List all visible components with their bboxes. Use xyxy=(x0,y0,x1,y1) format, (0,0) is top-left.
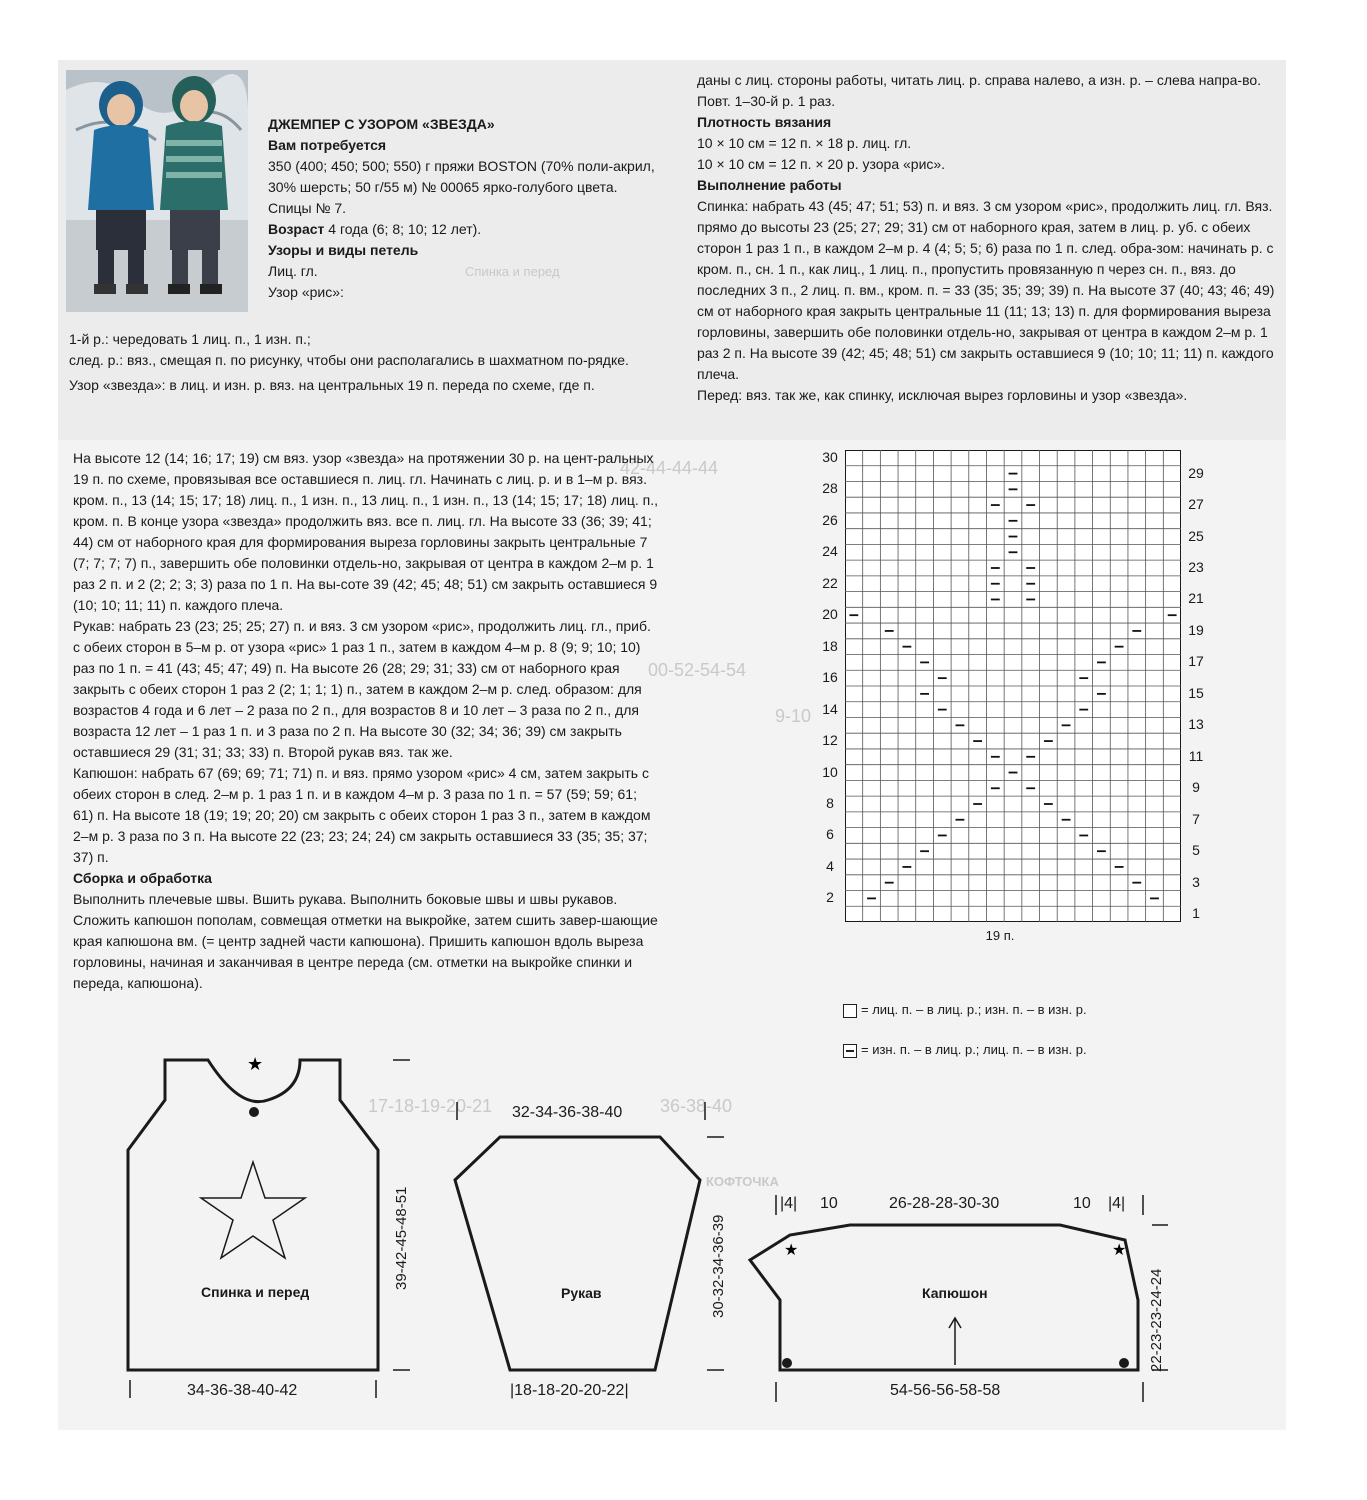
knit-symbol-icon xyxy=(843,1004,857,1018)
page-title: ДЖЕМПЕР С УЗОРОМ «ЗВЕЗДА» xyxy=(268,116,495,132)
chart-row-number: 21 xyxy=(1188,590,1204,607)
legend-knit-text: = лиц. п. – в лиц. р.; изн. п. – в изн. р. xyxy=(861,1002,1087,1017)
body-width-dimension: 34-36-38-40-42 xyxy=(187,1382,298,1399)
chart-row-number: 18 xyxy=(822,637,838,654)
hood-star-marker-left-icon: ★ xyxy=(784,1240,799,1259)
chart-row-number: 10 xyxy=(822,763,838,780)
chart-row-number: 15 xyxy=(1188,684,1204,701)
hood-bottom-dimension: 54-56-56-58-58 xyxy=(890,1382,1001,1399)
star-knitting-chart xyxy=(845,450,1181,922)
density-rice: 10 × 10 см = 12 п. × 20 р. узора «рис». xyxy=(697,156,946,172)
ghost-text: 00-52-54-54 xyxy=(648,660,747,680)
age-label: Возраст xyxy=(268,221,325,237)
chart-row-number: 13 xyxy=(1188,716,1204,733)
body-star-marker-icon: ★ xyxy=(247,1054,264,1075)
pattern-continued: даны с лиц. стороны работы, читать лиц. р. справа налево, а изн. р. – слева напра-во. Повт. 1–30-й р. 1 раз. xyxy=(697,72,1262,109)
hood-top-right-edge: |4| xyxy=(1108,1195,1126,1212)
density-heading: Плотность вязания xyxy=(697,114,832,130)
chart-row-number: 19 xyxy=(1188,621,1204,638)
sleeve-bottom-dimension: |18-18-20-20-22| xyxy=(510,1382,629,1399)
assembly-instructions: Выполнить плечевые швы. Вшить рукава. Выполнить боковые швы и швы рукавов. Сложить капюшон пополам, совмещая отметки на выкройке, затем сшить завер-шающие края капюшона вм. (= центр задней части капюшона). Пришить капюшон вдоль выреза горловины, начиная и заканчивая в центре переда (см. отметки на выкройке спинки и переда, капюшона). xyxy=(73,891,658,991)
chart-row-number: 6 xyxy=(826,826,834,843)
needles-text: Спицы № 7. xyxy=(268,200,347,216)
yarn-text: 350 (400; 450; 500; 550) г пряжи BOSTON (70% поли-акрил, 30% шерсть; 50 г/55 м) № 00065 ярко-голубого цвета. xyxy=(268,158,655,195)
chart-row-number: 3 xyxy=(1192,873,1200,890)
chart-row-number: 24 xyxy=(822,543,838,560)
body-label: Спинка и перед xyxy=(201,1284,310,1300)
star-instructions: На высоте 12 (14; 16; 17; 19) см вяз. узор «звезда» на протяжении 30 р. на цент-ральных 19 п. по схеме, провязывая все оставшиеся п. лиц. гл. Начинать с лиц. р. и в 1–м р. вяз. кром. п., 13 (14; 15; 17; 18) лиц. п., 1 изн. п., 13 лиц. п., 1 изн. п., 13 (14; 15; 17; 18) лиц. п., кром. п. В конце узора «звезда» продолжить вяз. все п. лиц. гл. На высоте 33 (36; 39; 41; 44) см от наборного края для формирования выреза горловины закрыть центральные 7 (7; 7; 7; 7) п., завершить обе половинки отдель-но, закрывая от центра в каждом 2–м р. 1 раз 2 п. и 2 (2; 2; 3; 3) раза по 1 п. На вы-соте 39 (42; 45; 48; 51) см закрыть оставшиеся 9 (10; 10; 11; 11) п. каждого плеча. xyxy=(73,450,658,613)
ghost-text: 17-18-19-20-21 xyxy=(368,1096,493,1116)
sleeve-label: Рукав xyxy=(561,1285,602,1301)
chart-row-number: 23 xyxy=(1188,559,1204,575)
rice-next-rows: след. р.: вяз., смещая п. по рисунку, чтобы они располагались в шахматном по-рядке. xyxy=(69,352,629,368)
body-schematic xyxy=(128,1060,378,1370)
chart-row-number: 7 xyxy=(1192,810,1200,827)
rice-row-1: 1-й р.: чередовать 1 лиц. п., 1 изн. п.; xyxy=(69,331,311,347)
density-stockinette: 10 × 10 см = 12 п. × 18 р. лиц. гл. xyxy=(697,135,912,151)
chart-row-number: 17 xyxy=(1188,653,1204,670)
assembly-heading: Сборка и обработка xyxy=(73,870,212,886)
materials-heading: Вам потребуется xyxy=(268,137,387,153)
body-height-dimension: 39-42-45-48-51 xyxy=(393,1186,410,1290)
age-value: 4 года (6; 8; 10; 12 лет). xyxy=(324,221,482,237)
materials-block xyxy=(268,114,660,303)
age-line xyxy=(268,219,660,240)
sleeve-height-dimension: 30-32-34-36-39 xyxy=(710,1214,727,1318)
chart-row-number: 1 xyxy=(1192,905,1200,922)
chart-row-number: 2 xyxy=(826,889,834,906)
ghost-text: 36-38-40 xyxy=(660,1096,733,1116)
front-instructions: Перед: вяз. так же, как спинку, исключая вырез горловины и узор «звезда». xyxy=(697,387,1188,403)
ghost-text: Спинка и перед xyxy=(465,264,560,279)
chart-row-number: 14 xyxy=(822,700,838,717)
hood-dot-marker-left-icon xyxy=(782,1358,792,1368)
chart-row-number: 11 xyxy=(1188,747,1204,764)
chart-row-number: 16 xyxy=(822,669,838,686)
chart-row-number: 30 xyxy=(822,448,838,465)
stitch-stockinette: Лиц. гл. xyxy=(268,263,318,279)
hood-star-marker-right-icon: ★ xyxy=(1112,1240,1127,1259)
chart-row-number: 27 xyxy=(1188,496,1204,513)
hood-label: Капюшон xyxy=(922,1285,988,1301)
sleeve-schematic xyxy=(455,1137,700,1370)
ghost-text: КОФТОЧКА xyxy=(706,1174,779,1189)
chart-row-number: 12 xyxy=(822,732,838,749)
sleeve-top-dimension: 32-34-36-38-40 xyxy=(512,1104,623,1121)
chart-row-number: 26 xyxy=(822,511,838,528)
hood-top-left-edge: |4| xyxy=(780,1195,798,1212)
legend-knit xyxy=(843,1002,1087,1018)
hood-dot-marker-right-icon xyxy=(1119,1358,1129,1368)
patterns-heading: Узоры и виды петель xyxy=(268,242,419,258)
ghost-text: 42-44-44-44 xyxy=(620,458,719,478)
chart-row-number: 25 xyxy=(1188,527,1204,544)
children-photo xyxy=(66,70,248,312)
legend-purl-text: = изн. п. – в лиц. р.; лиц. п. – в изн. р. xyxy=(861,1042,1087,1057)
chart-row-number: 28 xyxy=(822,480,838,497)
sleeve-instructions: Рукав: набрать 23 (23; 25; 25; 27) п. и вяз. 3 см узором «рис», продолжить лиц. гл., приб. с обеих сторон в 5–м р. от узора «рис» 1 раз 1 п., затем в каждом 4–м р. 8 (9; 9; 10; 10) раз по 1 п. = 41 (43; 45; 47; 49) п. На высоте 26 (28; 29; 31; 33) см от наборного края закрыть с обеих сторон 1 раз 2 (2; 1; 1; 1) п., затем в каждом 2–м р. след. образом: для возрастов 4 года и 6 лет – 2 раза по 2 п., для возрастов 8 и 10 лет – 3 раза по 2 п., для возраста 12 лет – 1 раз 1 п. и 3 раза по 2 п. На высоте 30 (32; 34; 36; 39) см закрыть оставшиеся 29 (31; 31; 33; 33) п. Второй рукав вяз. так же. xyxy=(73,618,651,760)
stitch-rice: Узор «рис»: xyxy=(268,284,344,300)
chart-row-number: 20 xyxy=(822,606,838,623)
body-dot-marker-icon xyxy=(249,1107,259,1117)
hood-height-dimension: 22-23-23-24-24 xyxy=(1148,1268,1165,1372)
hood-top-middle-segment: 26-28-28-30-30 xyxy=(889,1195,1000,1212)
instructions-left-lower xyxy=(73,448,659,994)
back-instructions: Спинка: набрать 43 (45; 47; 51; 53) п. и вяз. 3 см узором «рис», продолжить лиц. гл. Вяз. прямо до высоты 23 (25; 27; 29; 31) см от наборного края, затем в лиц. р. уб. с обеих сторон 1 раз 1 п., в каждом 2–м р. 4 (4; 5; 5; 6) раза по 1 п. след. обра-зом: начинать р. с кром. п., сн. 1 п., как лиц., 1 лиц. п., пропустить провязанную п через сн. п., вяз. до последних 3 п., 2 лиц. п. вм., кром. п. = 33 (35; 35; 39; 39) п. На высоте 37 (40; 43; 46; 49) см от наборного края закрыть центральные 11 (11; 13; 13) п. для формирования выреза горловины, завершить обе половинки отдель-но, закрывая от центра в каждом 2–м р. 1 раз 2 п. На высоте 39 (42; 45; 48; 51) см закрыть оставшиеся 9 (10; 10; 11; 11) п. каждого плеча. xyxy=(697,198,1275,382)
ghost-text: 9-10 xyxy=(775,706,812,726)
chart-row-number: 5 xyxy=(1192,842,1200,859)
hood-top-right-segment: 10 xyxy=(1073,1195,1091,1212)
chart-row-number: 4 xyxy=(826,857,834,874)
chart-stitch-count: 19 п. xyxy=(985,928,1015,943)
chart-row-number: 9 xyxy=(1192,779,1200,796)
chart-row-number: 29 xyxy=(1188,464,1204,481)
work-heading: Выполнение работы xyxy=(697,177,842,193)
instructions-right-top xyxy=(697,70,1282,406)
chart-row-number: 8 xyxy=(826,795,834,811)
hood-top-left-segment: 10 xyxy=(820,1195,838,1212)
star-pattern-text: Узор «звезда»: в лиц. и изн. р. вяз. на центральных 19 п. переда по схеме, где п. xyxy=(69,377,595,393)
pattern-description xyxy=(69,329,651,396)
star-motif-icon xyxy=(201,1162,305,1258)
chart-row-number: 22 xyxy=(822,574,838,591)
hood-instructions: Капюшон: набрать 67 (69; 69; 71; 71) п. и вяз. прямо узором «рис» 4 см, затем закрыть с обеих сторон в след. 2–м р. 1 раз 1 п. и в каждом 4–м р. 3 раза по 1 п. = 57 (59; 59; 61; 61) п. На высоте 18 (19; 19; 20; 20) см закрыть с обеих сторон 1 раз 3 п., затем в каждом 2–м р. 3 раза по 3 п. На высоте 22 (23; 23; 24; 24) см закрыть оставшиеся 33 (35; 35; 37; 37) п. xyxy=(73,765,651,865)
